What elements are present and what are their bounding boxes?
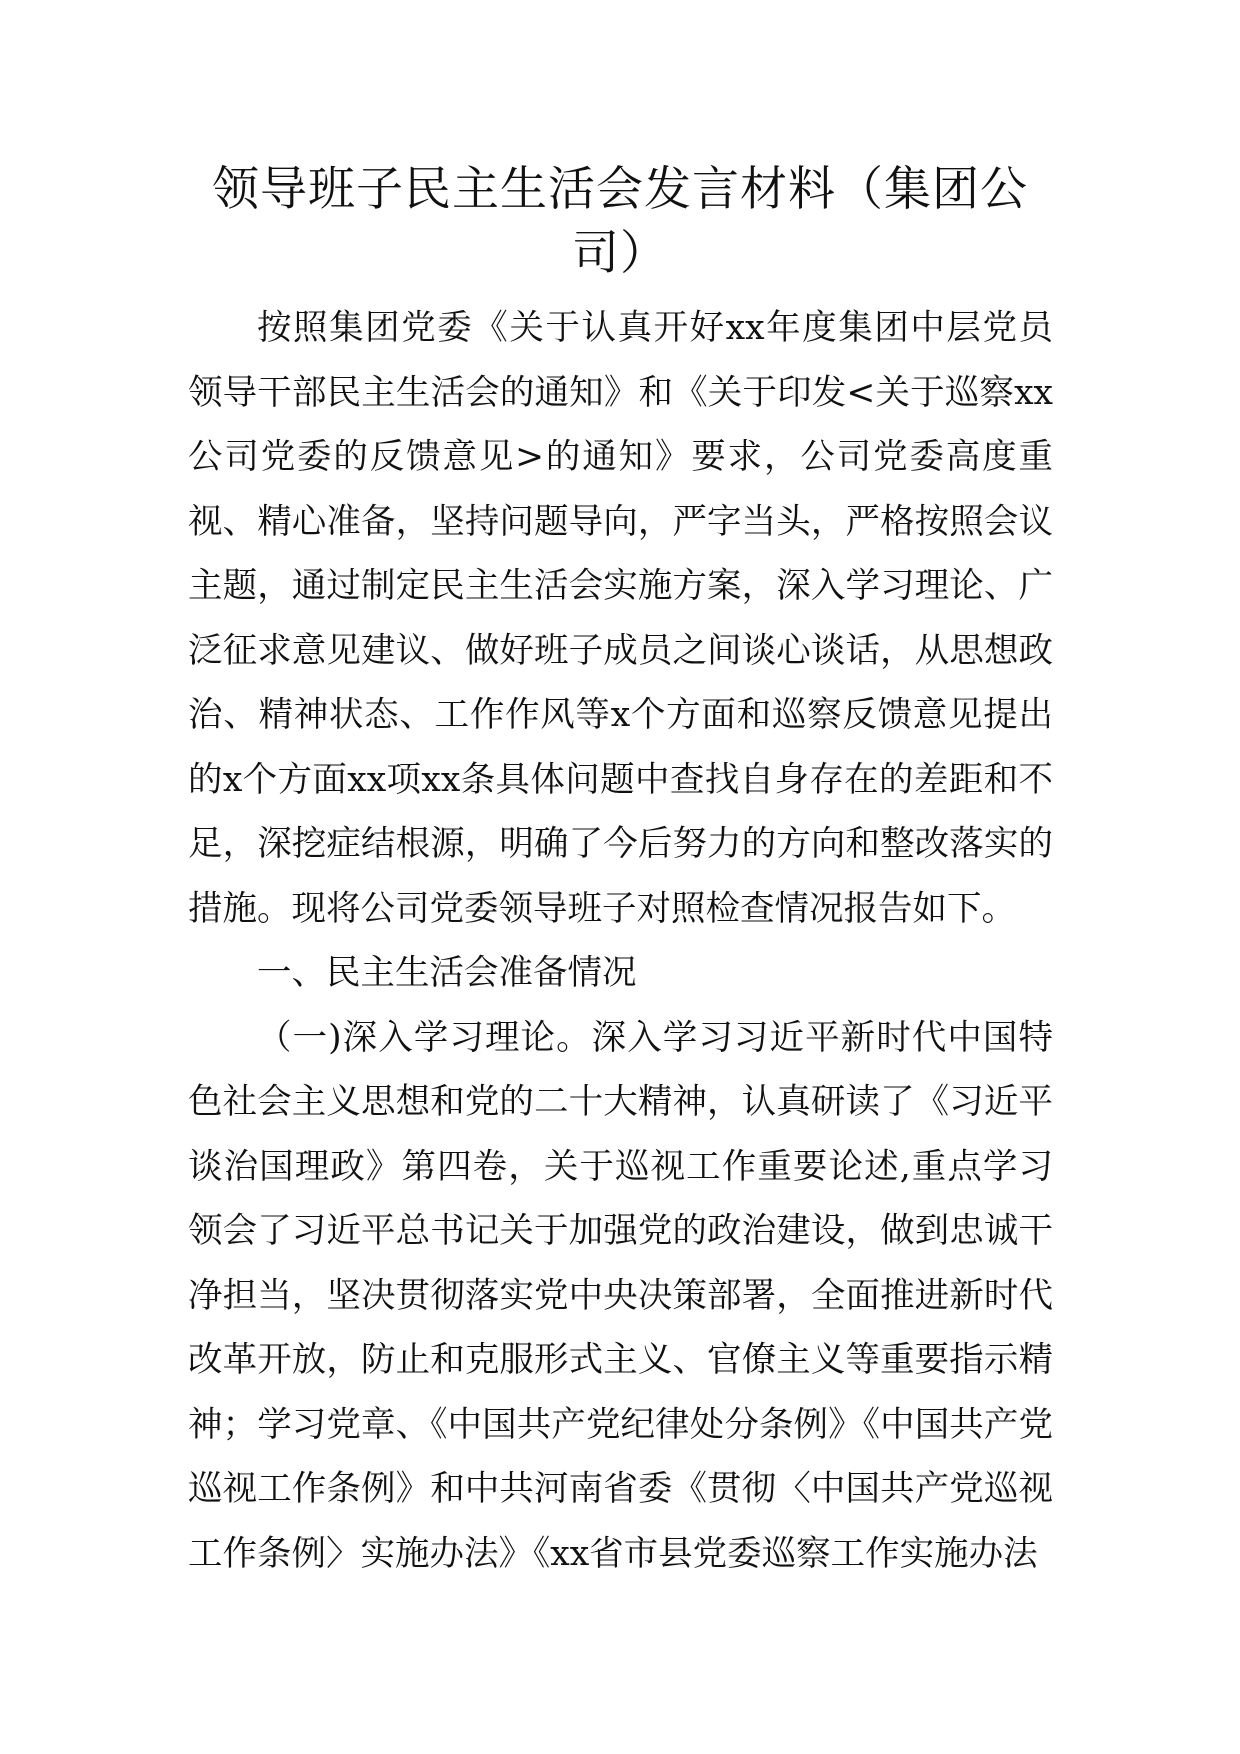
study-paragraph: （一)深入学习理论。深入学习习近平新时代中国特色社会主义思想和党的二十大精神，认真研读了《习近平谈治国理政》第四卷，关于巡视工作重要论述,重点学习领会了习近平总书记关于加强党的政治建设，做到忠诚干净担当，坚决贯彻落实党中央决策部署，全面推进新时代改革开放，防止和克服形式主义、官僚主义等重要指示精神；学习党章、《中国共产党纪律处分条例》《中国共产党巡视工作条例》和中共河南省委《贯彻〈中国共产党巡视工作条例〉实施办法》《xx省市县党委巡察工作实施办法	[188, 1017, 1053, 1574]
document-body	[188, 296, 1053, 1586]
intro-paragraph: 按照集团党委《关于认真开好xx年度集团中层党员领导干部民主生活会的通知》和《关于印发<关于巡察xx公司党委的反馈意见>的通知》要求，公司党委高度重视、精心准备，坚持问题导向，严字当头，严格按照会议主题，通过制定民主生活会实施方案，深入学习理论、广泛征求意见建议、做好班子成员之间谈心谈话，从思想政治、精神状态、工作作风等x个方面和巡察反馈意见提出的x个方面xx项xx条具体问题中查找自身存在的差距和不足，深挖症结根源，明确了今后努力的方向和整改落实的措施。现将公司党委领导班子对照检查情况报告如下。	[188, 308, 1053, 929]
document-title: 领导班子民主生活会发言材料（集团公司）	[212, 162, 1028, 281]
section-heading: 一、民主生活会准备情况	[257, 953, 637, 993]
